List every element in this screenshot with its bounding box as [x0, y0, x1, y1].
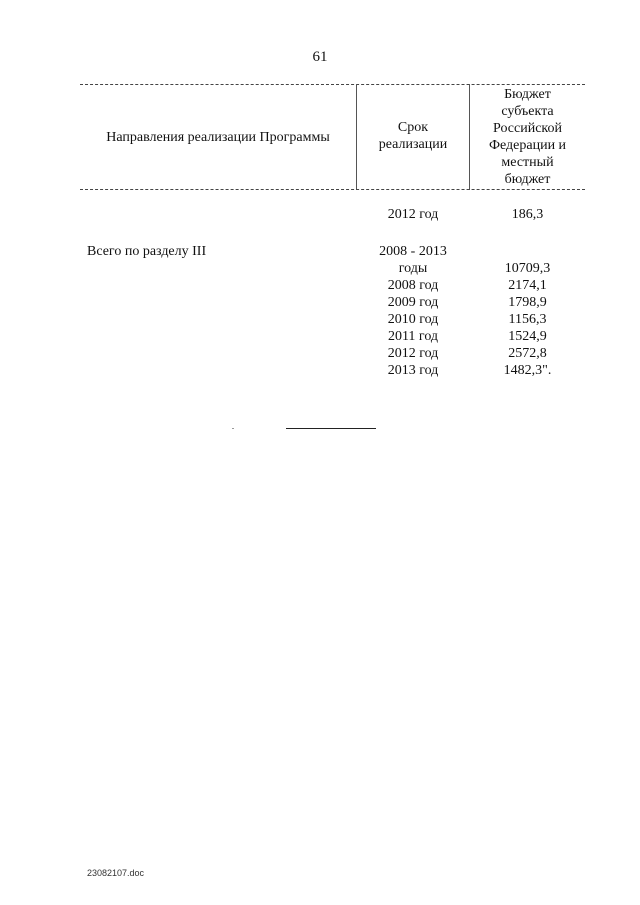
- header-budget-line: Бюджет: [504, 87, 551, 102]
- section-end-rule: [286, 428, 376, 429]
- cell-direction: Всего по разделу III: [87, 244, 207, 259]
- cell-budget: 1156,3: [508, 312, 547, 327]
- cell-period: 2010 год: [387, 312, 439, 327]
- header-budget-line: бюджет: [504, 172, 551, 187]
- cell-period: 2012 год: [387, 346, 439, 361]
- header-direction: Направления реализации Программы: [106, 130, 330, 145]
- cell-period: 2012 год: [387, 207, 439, 222]
- table-header-bottom-rule: [80, 189, 585, 190]
- cell-period: 2009 год: [387, 295, 439, 310]
- header-budget: [470, 86, 585, 188]
- cell-budget: 2572,8: [508, 346, 547, 361]
- cell-budget: 186,3: [511, 207, 544, 222]
- cell-period: 2008 год: [387, 278, 439, 293]
- header-budget-line: Федерации и: [488, 138, 567, 153]
- header-period-line: реализации: [378, 137, 448, 152]
- cell-budget: 1482,3".: [503, 363, 552, 378]
- cell-budget: 1798,9: [508, 295, 547, 310]
- header-budget-line: местный: [501, 155, 554, 170]
- cell-budget: 1524,9: [508, 329, 547, 344]
- cell-period: годы: [398, 261, 428, 276]
- header-period: [357, 119, 469, 153]
- table-top-rule: [80, 84, 585, 85]
- scan-speck: [232, 428, 234, 429]
- cell-budget: 2174,1: [508, 278, 547, 293]
- header-budget-line: Российской: [493, 121, 562, 136]
- cell-period: 2008 - 2013: [379, 244, 447, 259]
- cell-budget: 10709,3: [504, 261, 551, 276]
- footer-filename: 23082107.doc: [87, 868, 145, 878]
- cell-period: 2013 год: [387, 363, 439, 378]
- cell-period: 2011 год: [387, 329, 439, 344]
- header-budget-line: субъекта: [501, 104, 554, 119]
- header-period-line: Срок: [397, 120, 429, 135]
- page-number: 61: [312, 49, 328, 65]
